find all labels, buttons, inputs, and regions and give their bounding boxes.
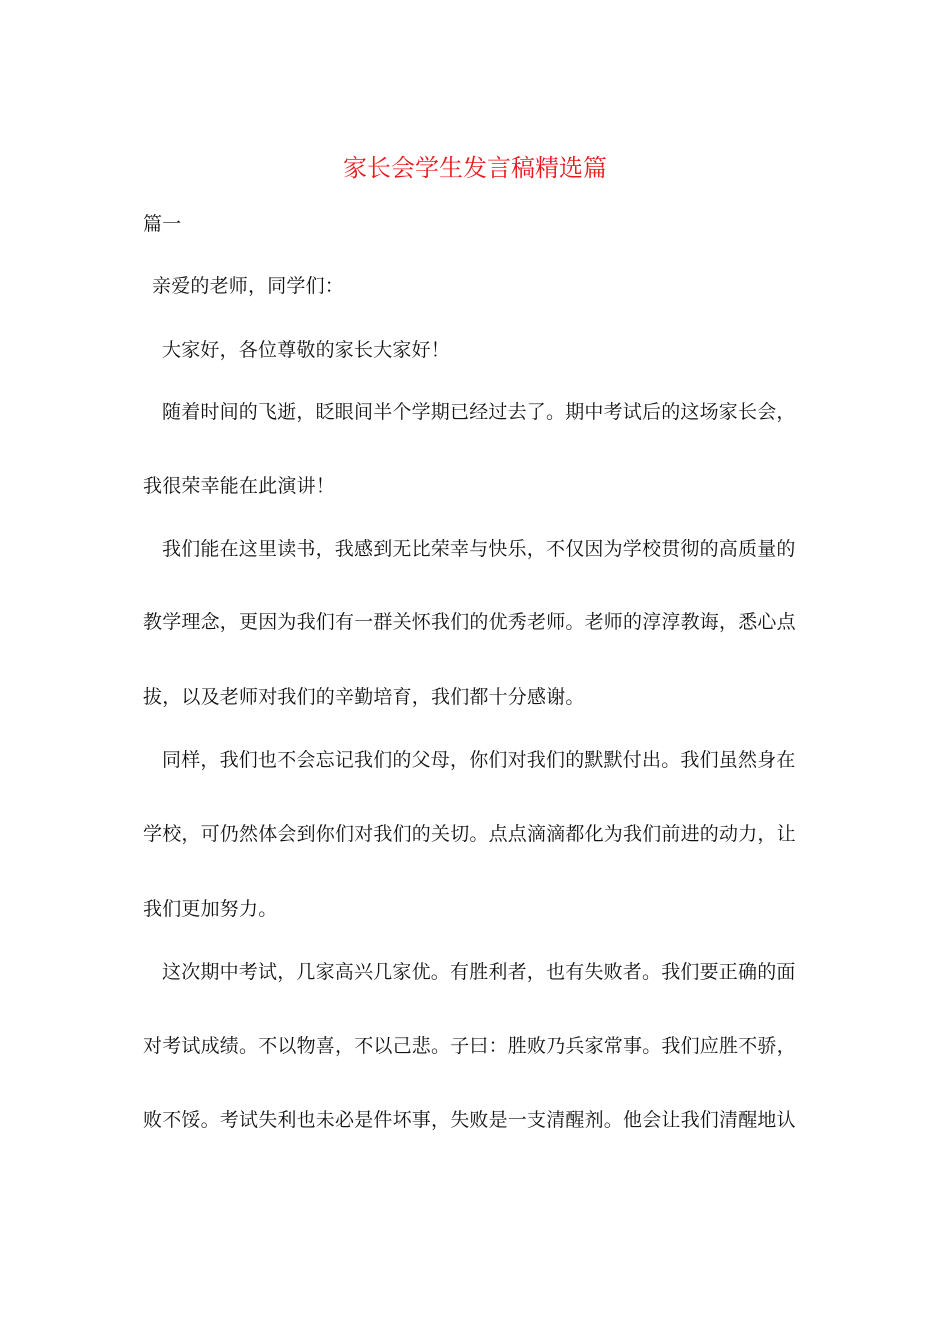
greeting-line: 大家好，各位尊敬的家长大家好！ (162, 339, 451, 361)
salutation-line: 亲爱的老师，同学们： (152, 275, 345, 297)
paragraph-line: 同样，我们也不会忘记我们的父母，你们对我们的默默付出。我们虽然身在 (162, 749, 796, 771)
section-heading: 篇一 (143, 213, 182, 235)
paragraph-line: 教学理念，更因为我们有一群关怀我们的优秀老师。老师的淳淳教诲，悉心点 (143, 611, 796, 633)
paragraph-line: 这次期中考试，几家高兴几家优。有胜利者，也有失败者。我们要正确的面 (162, 961, 796, 983)
paragraph-line: 拔，以及老师对我们的辛勤培育，我们都十分感谢。 (143, 686, 585, 708)
paragraph-line: 我们更加努力。 (143, 898, 278, 920)
paragraph-line: 我们能在这里读书，我感到无比荣幸与快乐，不仅因为学校贯彻的高质量的 (162, 538, 796, 560)
paragraph-line: 学校，可仍然体会到你们对我们的关切。点点滴滴都化为我们前进的动力，让 (143, 823, 796, 845)
paragraph-line: 随着时间的飞逝，眨眼间半个学期已经过去了。期中考试后的这场家长会， (162, 401, 796, 423)
paragraph-line: 我很荣幸能在此演讲！ (143, 475, 336, 497)
document-title: 家长会学生发言稿精选篇 (343, 154, 607, 182)
paragraph-line: 对考试成绩。不以物喜，不以己悲。子曰：胜败乃兵家常事。我们应胜不骄， (143, 1035, 796, 1057)
paragraph-line: 败不馁。考试失利也未必是件坏事，失败是一支清醒剂。他会让我们清醒地认 (143, 1109, 796, 1131)
